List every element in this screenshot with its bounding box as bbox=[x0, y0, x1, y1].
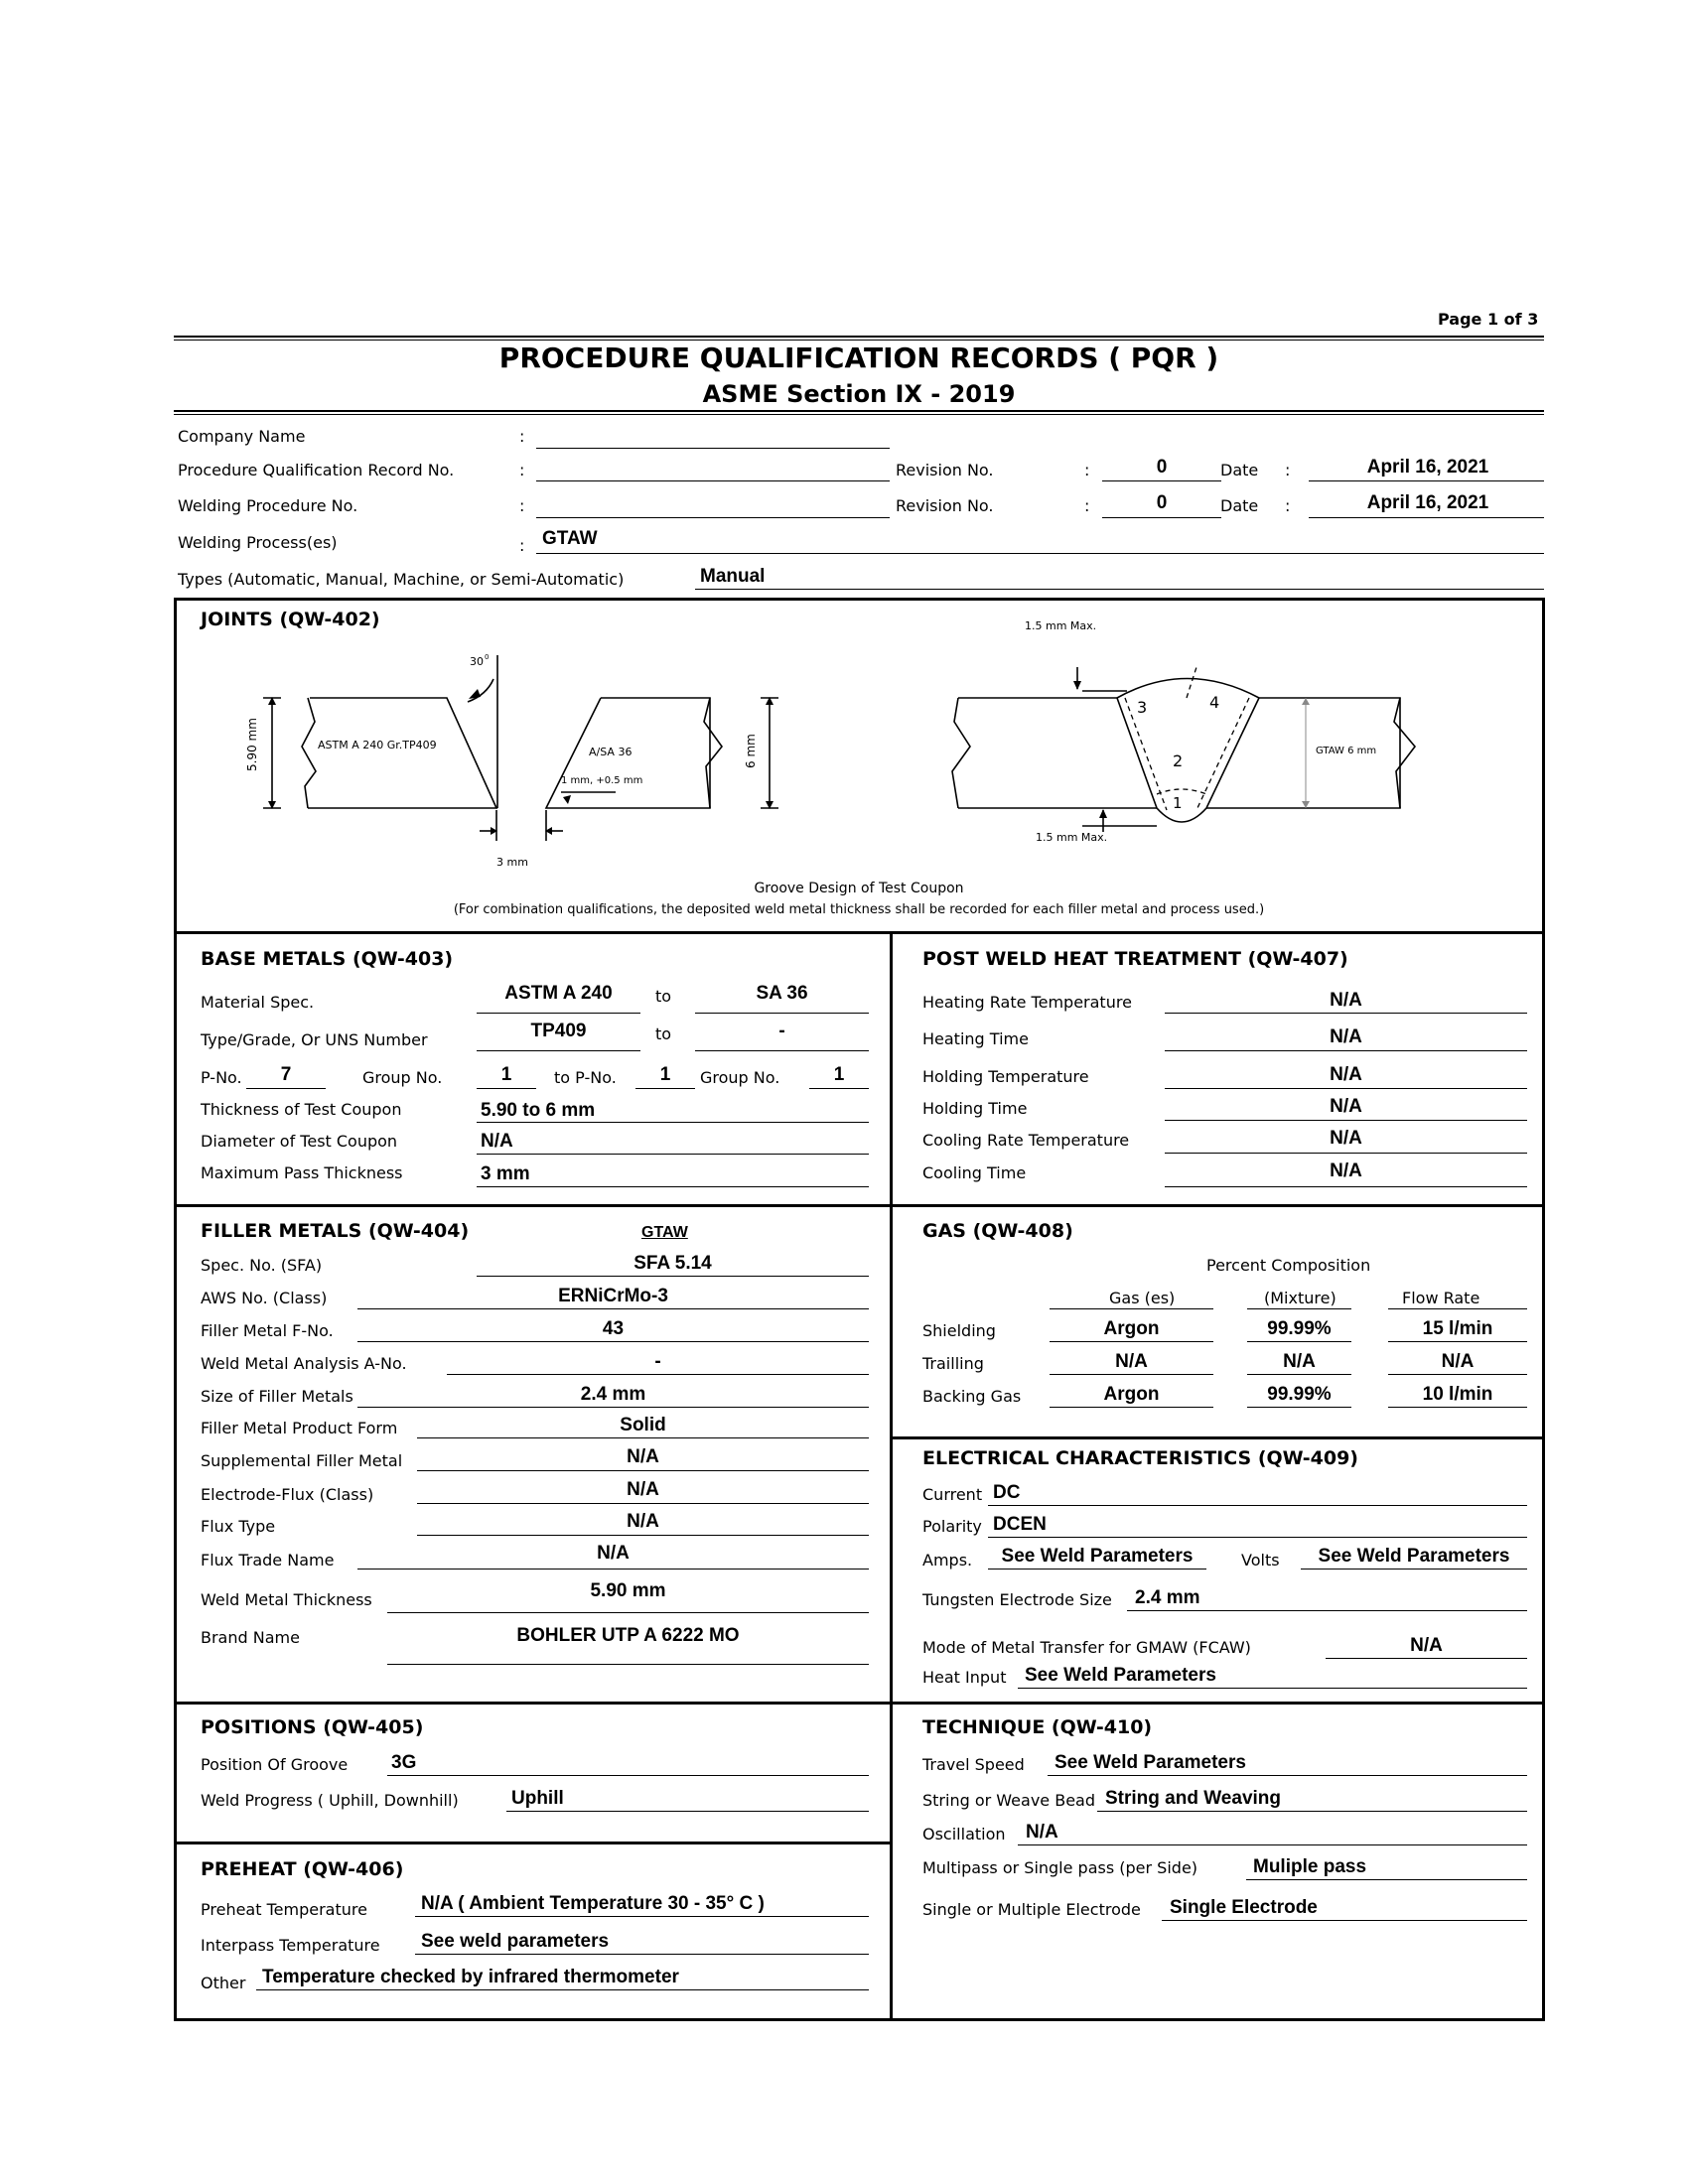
pwht-row-underline bbox=[1165, 1013, 1527, 1014]
type-grade-2-underline bbox=[695, 1050, 869, 1051]
groove-value: 3G bbox=[391, 1752, 417, 1773]
gas-row-mixture: 99.99% bbox=[1267, 1384, 1332, 1405]
material-spec-2: SA 36 bbox=[756, 983, 808, 1004]
pwht-row-underline bbox=[1165, 1120, 1527, 1121]
other-underline bbox=[256, 1989, 869, 1990]
polarity-underline bbox=[988, 1537, 1527, 1538]
filler-row-value: N/A bbox=[627, 1479, 659, 1500]
cap-max-label: 1.5 mm Max. bbox=[1025, 619, 1097, 632]
joints-title: JOINTS (QW-402) bbox=[201, 609, 380, 630]
max-pass-label: Maximum Pass Thickness bbox=[201, 1163, 403, 1182]
filler-row-underline bbox=[417, 1503, 869, 1504]
filler-row-value: BOHLER UTP A 6222 MO bbox=[516, 1625, 740, 1646]
travel-value: See Weld Parameters bbox=[1055, 1752, 1246, 1773]
multipass-value: Muliple pass bbox=[1253, 1856, 1367, 1877]
angle-arc bbox=[468, 679, 493, 702]
angle-unit: 0 bbox=[485, 653, 490, 661]
group-label: Group No. bbox=[362, 1068, 443, 1087]
preheat-label: Preheat Temperature bbox=[201, 1900, 367, 1919]
filler-row-value: SFA 5.14 bbox=[633, 1253, 712, 1274]
gas-row-flow: 15 l/min bbox=[1422, 1318, 1493, 1339]
tungsten-label: Tungsten Electrode Size bbox=[922, 1590, 1112, 1609]
positions-bottom-rule bbox=[174, 1842, 891, 1844]
angle-label: 30 bbox=[470, 655, 484, 668]
amps-value: See Weld Parameters bbox=[1001, 1546, 1194, 1567]
colon: : bbox=[1285, 461, 1291, 479]
heat-input-value: See Weld Parameters bbox=[1025, 1665, 1216, 1686]
amps-label: Amps. bbox=[922, 1551, 973, 1570]
material-spec-1-underline bbox=[477, 1013, 640, 1014]
diameter-underline bbox=[477, 1154, 869, 1155]
pno-value: 7 bbox=[280, 1064, 292, 1085]
gtaw-thk-label: GTAW 6 mm bbox=[1316, 746, 1377, 756]
electrical-title: ELECTRICAL CHARACTERISTICS (QW-409) bbox=[922, 1447, 1358, 1469]
max-pass-underline bbox=[477, 1186, 869, 1187]
gas-row-flow-underline bbox=[1388, 1374, 1527, 1375]
group-label-2: Group No. bbox=[700, 1068, 780, 1087]
break-symbol-weld-left bbox=[952, 698, 970, 808]
electrode-underline bbox=[1162, 1920, 1527, 1921]
multipass-underline bbox=[1246, 1879, 1527, 1880]
volts-value: See Weld Parameters bbox=[1318, 1546, 1510, 1567]
wps-revision-value: 0 bbox=[1156, 492, 1168, 513]
filler-row-underline bbox=[447, 1374, 869, 1375]
transfer-underline bbox=[1326, 1658, 1527, 1659]
filler-row-underline bbox=[357, 1569, 869, 1570]
filler-row-underline bbox=[357, 1407, 869, 1408]
filler-row-label: Supplemental Filler Metal bbox=[201, 1451, 403, 1470]
thickness-right-label: 6 mm bbox=[744, 734, 758, 768]
pqr-date-underline bbox=[1309, 480, 1544, 481]
gas-row-gas-underline bbox=[1050, 1374, 1213, 1375]
filler-row-label: Filler Metal Product Form bbox=[201, 1419, 398, 1437]
filler-row-label: Size of Filler Metals bbox=[201, 1387, 353, 1406]
type-grade-1-underline bbox=[477, 1050, 640, 1051]
material-spec-1: ASTM A 240 bbox=[504, 983, 613, 1004]
root-face-label: 1 mm, +0.5 mm bbox=[561, 775, 643, 786]
base-right-label: A/SA 36 bbox=[589, 746, 633, 758]
electrode-value: Single Electrode bbox=[1170, 1897, 1318, 1918]
page-subtitle: ASME Section IX - 2019 bbox=[702, 380, 1016, 408]
pqr-revision-underline bbox=[1102, 480, 1221, 481]
pwht-row-label: Holding Temperature bbox=[922, 1067, 1089, 1086]
wps-date-value: April 16, 2021 bbox=[1366, 492, 1489, 513]
pno-label: P-No. bbox=[201, 1068, 242, 1087]
heat-input-label: Heat Input bbox=[922, 1668, 1007, 1687]
technique-title: TECHNIQUE (QW-410) bbox=[922, 1716, 1153, 1738]
filler-row-value: 5.90 mm bbox=[590, 1580, 666, 1601]
filler-row-value: Solid bbox=[620, 1415, 666, 1435]
gas-row-gas-underline bbox=[1050, 1407, 1213, 1408]
to-label: to bbox=[655, 1024, 672, 1043]
company-underline bbox=[536, 448, 890, 449]
wps-revision-label: Revision No. bbox=[896, 496, 994, 515]
pwht-title: POST WELD HEAT TREATMENT (QW-407) bbox=[922, 948, 1348, 970]
gas-row-flow: 10 l/min bbox=[1422, 1384, 1493, 1405]
gas-row-gas: N/A bbox=[1115, 1351, 1148, 1372]
gas-row-mixture: N/A bbox=[1283, 1351, 1316, 1372]
pwht-row-label: Holding Time bbox=[922, 1099, 1028, 1118]
preheat-value: N/A ( Ambient Temperature 30 - 35° C ) bbox=[421, 1893, 765, 1914]
col-flow-header: Flow Rate bbox=[1402, 1289, 1480, 1307]
break-symbol-left bbox=[302, 698, 316, 808]
polarity-label: Polarity bbox=[922, 1517, 982, 1536]
pwht-row-value: N/A bbox=[1330, 1096, 1362, 1117]
group-value: 1 bbox=[500, 1064, 512, 1085]
groove-label: Position Of Groove bbox=[201, 1755, 349, 1774]
diameter-label: Diameter of Test Coupon bbox=[201, 1132, 398, 1151]
filler-row-label: Flux Trade Name bbox=[201, 1551, 335, 1570]
filler-row-label: Filler Metal F-No. bbox=[201, 1321, 334, 1340]
groove-underline bbox=[387, 1775, 869, 1776]
filler-row-value: - bbox=[654, 1351, 661, 1372]
center-divider bbox=[890, 931, 893, 2021]
wps-revision-underline bbox=[1102, 517, 1221, 518]
thickness-left-label: 5.90 mm bbox=[245, 718, 259, 771]
filler-row-label: Weld Metal Analysis A-No. bbox=[201, 1354, 407, 1373]
material-spec-label: Material Spec. bbox=[201, 993, 315, 1012]
max-pass-value: 3 mm bbox=[481, 1163, 530, 1184]
title-top-rule bbox=[174, 336, 1544, 338]
transfer-label: Mode of Metal Transfer for GMAW (FCAW) bbox=[922, 1638, 1251, 1657]
wps-date-underline bbox=[1309, 517, 1544, 518]
tungsten-value: 2.4 mm bbox=[1135, 1587, 1200, 1608]
filler-title: FILLER METALS (QW-404) bbox=[201, 1220, 470, 1242]
oscillation-underline bbox=[1018, 1844, 1527, 1845]
gas-row-label: Trailling bbox=[922, 1354, 984, 1373]
types-label: Types (Automatic, Manual, Machine, or Semi-Automatic) bbox=[178, 570, 625, 589]
gas-row-mixture-underline bbox=[1247, 1374, 1351, 1375]
filler-row-underline bbox=[477, 1276, 869, 1277]
pwht-row-underline bbox=[1165, 1088, 1527, 1089]
pwht-row-underline bbox=[1165, 1186, 1527, 1187]
types-underline bbox=[695, 589, 1544, 590]
filler-row-underline bbox=[387, 1612, 869, 1613]
pass-1-label: 1 bbox=[1173, 794, 1183, 812]
gas-row-flow-underline bbox=[1388, 1407, 1527, 1408]
type-grade-label: Type/Grade, Or UNS Number bbox=[201, 1030, 428, 1049]
filler-row-underline bbox=[417, 1535, 869, 1536]
colon: : bbox=[1285, 496, 1291, 515]
current-underline bbox=[988, 1505, 1527, 1506]
pno-underline bbox=[246, 1088, 326, 1089]
gas-row-gas: Argon bbox=[1103, 1384, 1160, 1405]
pwht-row-label: Cooling Time bbox=[922, 1163, 1027, 1182]
col-gas-header: Gas (es) bbox=[1109, 1289, 1176, 1307]
gas-title: GAS (QW-408) bbox=[922, 1220, 1073, 1242]
left-plate bbox=[308, 698, 496, 808]
percent-composition-label: Percent Composition bbox=[1206, 1256, 1371, 1275]
title-top-rule-2 bbox=[174, 340, 1544, 341]
polarity-value: DCEN bbox=[993, 1514, 1047, 1535]
joint-note: (For combination qualifications, the deposited weld metal thickness shall be recorded for each filler metal and process used.) bbox=[453, 902, 1265, 917]
wps-date-label: Date bbox=[1220, 496, 1259, 515]
group-underline bbox=[477, 1088, 536, 1089]
gas-bottom-rule bbox=[890, 1436, 1545, 1439]
progress-underline bbox=[506, 1811, 869, 1812]
filler-row-underline bbox=[357, 1341, 869, 1342]
process-underline bbox=[536, 553, 1544, 554]
pwht-row-value: N/A bbox=[1330, 990, 1362, 1011]
other-value: Temperature checked by infrared thermometer bbox=[262, 1967, 679, 1987]
pwht-row-value: N/A bbox=[1330, 1128, 1362, 1149]
col-mixture-header: (Mixture) bbox=[1264, 1289, 1336, 1307]
pwht-row-underline bbox=[1165, 1050, 1527, 1051]
amps-underline bbox=[988, 1569, 1206, 1570]
gas-row-gas-underline bbox=[1050, 1341, 1213, 1342]
page-title: PROCEDURE QUALIFICATION RECORDS ( PQR ) bbox=[498, 341, 1219, 374]
multipass-label: Multipass or Single pass (per Side) bbox=[922, 1858, 1198, 1877]
filler-row-label: Electrode-Flux (Class) bbox=[201, 1485, 374, 1504]
types-value: Manual bbox=[700, 566, 766, 587]
col-flow-underline bbox=[1388, 1308, 1527, 1309]
pwht-row-underline bbox=[1165, 1153, 1527, 1154]
interpass-underline bbox=[415, 1954, 869, 1955]
travel-underline bbox=[1048, 1775, 1527, 1776]
filler-row-value: N/A bbox=[627, 1511, 659, 1532]
interpass-label: Interpass Temperature bbox=[201, 1936, 380, 1955]
filler-row-label: Brand Name bbox=[201, 1628, 300, 1647]
group-value-2: 1 bbox=[833, 1064, 845, 1085]
oscillation-label: Oscillation bbox=[922, 1825, 1006, 1843]
thickness-label: Thickness of Test Coupon bbox=[201, 1100, 402, 1119]
filler-row-label: Weld Metal Thickness bbox=[201, 1590, 372, 1609]
filler-process: GTAW bbox=[641, 1224, 688, 1241]
thickness-value: 5.90 to 6 mm bbox=[481, 1100, 596, 1121]
title-bottom-rule bbox=[174, 410, 1544, 412]
to-pno-underline bbox=[635, 1088, 695, 1089]
gap-label: 3 mm bbox=[496, 856, 528, 869]
interpass-value: See weld parameters bbox=[421, 1931, 610, 1952]
gas-row-flow-underline bbox=[1388, 1341, 1527, 1342]
root-max-label: 1.5 mm Max. bbox=[1036, 831, 1108, 844]
filler-row-underline bbox=[387, 1664, 869, 1665]
pqr-date-label: Date bbox=[1220, 461, 1259, 479]
gas-row-label: Backing Gas bbox=[922, 1387, 1022, 1406]
row3-rule bbox=[174, 1702, 1545, 1705]
colon: : bbox=[519, 461, 525, 479]
type-grade-1: TP409 bbox=[530, 1021, 587, 1041]
pass-3-label: 3 bbox=[1137, 698, 1148, 717]
colon: : bbox=[519, 496, 525, 515]
tungsten-underline bbox=[1127, 1610, 1527, 1611]
gas-row-mixture: 99.99% bbox=[1267, 1318, 1332, 1339]
base-left-label: ASTM A 240 Gr.TP409 bbox=[318, 739, 437, 751]
bead-label: String or Weave Bead bbox=[922, 1791, 1095, 1810]
filler-row-label: Flux Type bbox=[201, 1517, 276, 1536]
gas-row-mixture-underline bbox=[1247, 1341, 1351, 1342]
colon: : bbox=[519, 536, 525, 555]
break-symbol-weld-right bbox=[1394, 698, 1415, 808]
filler-row-value: ERNiCrMo-3 bbox=[558, 1286, 668, 1306]
to-label: to bbox=[655, 987, 672, 1006]
break-symbol-right bbox=[704, 698, 722, 808]
joint-caption: Groove Design of Test Coupon bbox=[754, 881, 964, 896]
bead-value: String and Weaving bbox=[1105, 1788, 1282, 1809]
electrode-label: Single or Multiple Electrode bbox=[922, 1900, 1141, 1919]
to-pno-value: 1 bbox=[659, 1064, 671, 1085]
wps-no-label: Welding Procedure No. bbox=[178, 496, 358, 515]
filler-row-value: N/A bbox=[597, 1543, 630, 1564]
oscillation-value: N/A bbox=[1026, 1822, 1058, 1843]
col-mixture-underline bbox=[1247, 1308, 1351, 1309]
gas-row-label: Shielding bbox=[922, 1321, 996, 1340]
pwht-row-value: N/A bbox=[1330, 1064, 1362, 1085]
to-pno-label: to P-No. bbox=[554, 1068, 617, 1087]
wps-no-underline bbox=[536, 517, 890, 518]
bead-underline bbox=[1097, 1811, 1527, 1812]
gas-row-gas: Argon bbox=[1103, 1318, 1160, 1339]
heat-input-underline bbox=[1018, 1688, 1527, 1689]
process-value: GTAW bbox=[542, 528, 598, 549]
pass-line-mid bbox=[1187, 667, 1196, 698]
transfer-value: N/A bbox=[1410, 1635, 1443, 1656]
process-label: Welding Process(es) bbox=[178, 533, 338, 552]
other-label: Other bbox=[201, 1974, 246, 1992]
pwht-row-label: Cooling Rate Temperature bbox=[922, 1131, 1130, 1150]
preheat-title: PREHEAT (QW-406) bbox=[201, 1858, 404, 1880]
pqr-revision-value: 0 bbox=[1156, 457, 1168, 478]
gas-row-flow: N/A bbox=[1441, 1351, 1475, 1372]
joints-bottom-rule bbox=[174, 931, 1545, 934]
pwht-row-label: Heating Rate Temperature bbox=[922, 993, 1132, 1012]
progress-label: Weld Progress ( Uphill, Downhill) bbox=[201, 1791, 459, 1810]
filler-row-label: AWS No. (Class) bbox=[201, 1289, 328, 1307]
colon: : bbox=[1084, 461, 1090, 479]
current-value: DC bbox=[993, 1482, 1021, 1503]
page-number: Page 1 of 3 bbox=[1438, 310, 1539, 329]
base-metals-title: BASE METALS (QW-403) bbox=[201, 948, 454, 970]
pass-2-label: 2 bbox=[1173, 751, 1184, 770]
travel-label: Travel Speed bbox=[922, 1755, 1025, 1774]
pqr-no-underline bbox=[536, 480, 890, 481]
filler-row-value: 43 bbox=[602, 1318, 625, 1339]
diameter-value: N/A bbox=[481, 1131, 513, 1152]
pqr-no-label: Procedure Qualification Record No. bbox=[178, 461, 455, 479]
type-grade-2: - bbox=[778, 1021, 785, 1041]
group-2-underline bbox=[809, 1088, 869, 1089]
colon: : bbox=[1084, 496, 1090, 515]
filler-row-underline bbox=[417, 1470, 869, 1471]
pqr-revision-label: Revision No. bbox=[896, 461, 994, 479]
filler-row-underline bbox=[357, 1308, 869, 1309]
filler-row-value: 2.4 mm bbox=[580, 1384, 646, 1405]
groove-wall-right bbox=[1206, 698, 1259, 808]
filler-row-underline bbox=[417, 1437, 869, 1438]
pqr-date-value: April 16, 2021 bbox=[1366, 457, 1489, 478]
colon: : bbox=[519, 427, 525, 446]
filler-row-label: Spec. No. (SFA) bbox=[201, 1256, 323, 1275]
pwht-row-label: Heating Time bbox=[922, 1029, 1029, 1048]
gas-row-mixture-underline bbox=[1247, 1407, 1351, 1408]
pass-4-label: 4 bbox=[1209, 693, 1220, 712]
positions-title: POSITIONS (QW-405) bbox=[201, 1716, 424, 1738]
material-spec-2-underline bbox=[695, 1013, 869, 1014]
row2-rule bbox=[174, 1204, 1545, 1207]
pwht-row-value: N/A bbox=[1330, 1160, 1362, 1181]
pwht-row-value: N/A bbox=[1330, 1026, 1362, 1047]
thickness-underline bbox=[477, 1122, 869, 1123]
volts-underline bbox=[1301, 1569, 1527, 1570]
preheat-underline bbox=[415, 1916, 869, 1917]
title-bottom-rule-2 bbox=[174, 414, 1544, 415]
volts-label: Volts bbox=[1241, 1551, 1280, 1570]
company-label: Company Name bbox=[178, 427, 306, 446]
current-label: Current bbox=[922, 1485, 983, 1504]
filler-row-value: N/A bbox=[627, 1446, 659, 1467]
progress-value: Uphill bbox=[511, 1788, 564, 1809]
col-gas-underline bbox=[1050, 1308, 1213, 1309]
